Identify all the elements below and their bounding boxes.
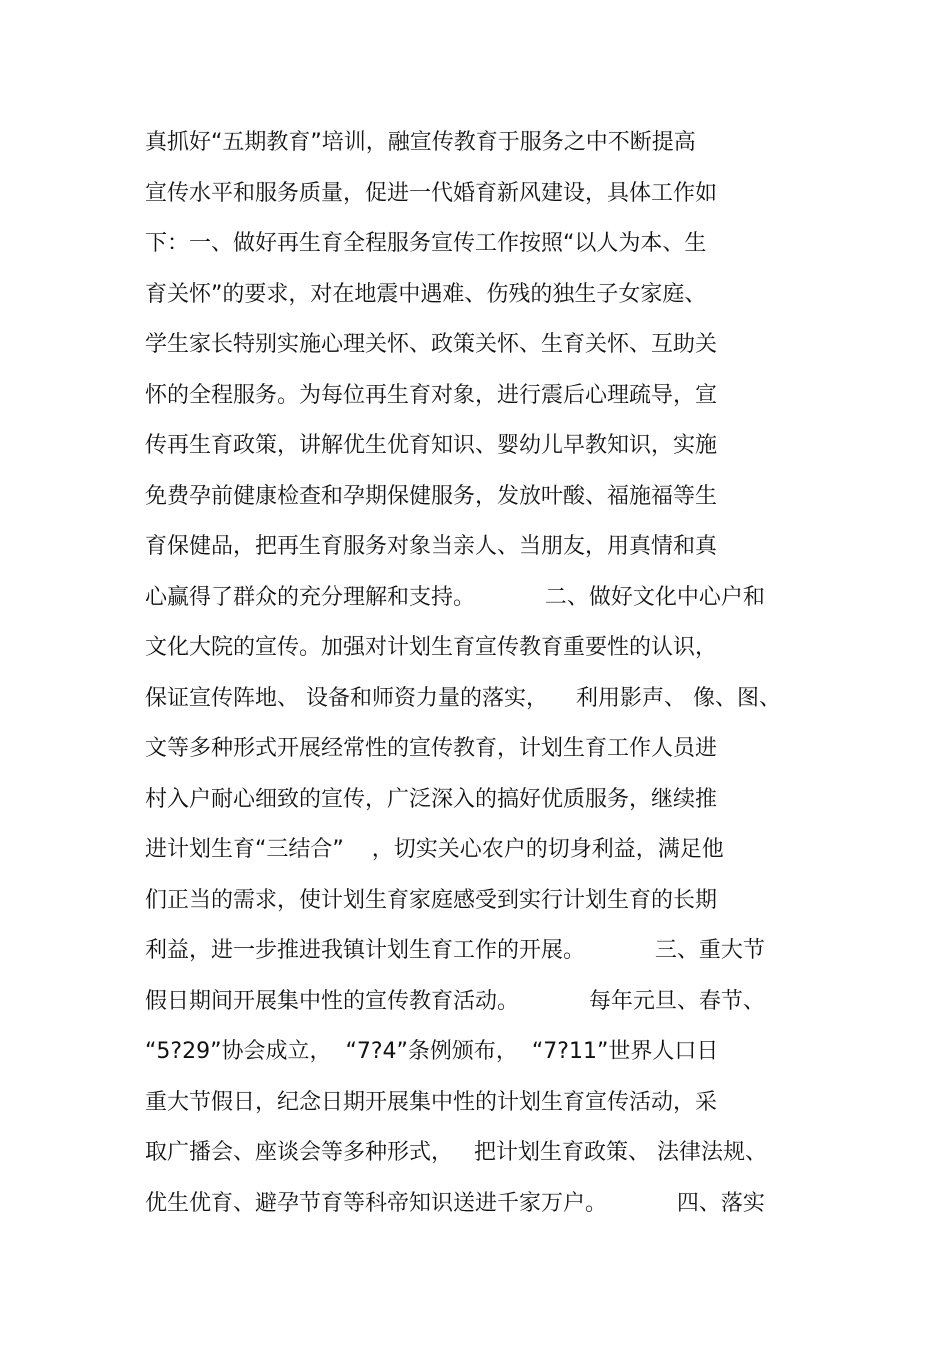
body-text [145, 118, 845, 1229]
text-line: 假日期间开展集中性的宣传教育活动。 每年元旦、春节、 [145, 988, 765, 1014]
text-line: 心赢得了群众的充分理解和支持。 二、做好文化中心户和 [145, 584, 765, 610]
text-line: 利益，进一步推进我镇计划生育工作的开展。 三、重大节 [145, 938, 765, 963]
text-line: 们正当的需求，使计划生育家庭感受到实行计划生育的长期 [145, 887, 718, 913]
text-line: 育关怀”的要求，对在地震中遇难、伤残的独生子女家庭、 [145, 281, 707, 307]
text-line: 保证宣传阵地、 设备和师资力量的落实， 利用影声、 像、图、 [145, 685, 781, 711]
text-line: “5?29”协会成立， “7?4”条例颁布， “7?11”世界人口日 [145, 1039, 719, 1064]
text-line: 传再生育政策，讲解优生优育知识、婴幼儿早教知识，实施 [145, 433, 718, 458]
text-line: 文等多种形式开展经常性的宣传教育，计划生育工作人员进 [145, 736, 718, 761]
text-line: 进计划生育“三结合” ，切实关心农户的切身利益，满足他 [145, 837, 724, 862]
text-line: 真抓好“五期教育”培训，融宣传教育于服务之中不断提高 [145, 130, 696, 155]
text-line: 村入户耐心细致的宣传，广泛深入的搞好优质服务，继续推 [145, 786, 718, 812]
text-line: 优生优育、避孕节育等科帝知识送进千家万户。 四、落实 [145, 1190, 765, 1216]
text-line: 怀的全程服务。为每位再生育对象，进行震后心理疏导，宣 [145, 382, 718, 408]
text-line: 学生家长特别实施心理关怀、政策关怀、生育关怀、互助关 [145, 332, 718, 357]
text-line: 免费孕前健康检查和孕期保健服务，发放叶酸、福施福等生 [145, 483, 718, 509]
text-line: 育保健品，把再生育服务对象当亲人、当朋友，用真情和真 [145, 534, 718, 559]
text-line: 下：一、做好再生育全程服务宣传工作按照“以人为本、生 [145, 231, 707, 256]
text-line: 宣传水平和服务质量，促进一代婚育新风建设，具体工作如 [145, 180, 718, 206]
text-line: 文化大院的宣传。加强对计划生育宣传教育重要性的认识， [145, 635, 718, 660]
text-line: 取广播会、座谈会等多种形式， 把计划生育政策、 法律法规、 [145, 1140, 767, 1165]
text-line: 重大节假日，纪念日期开展集中性的计划生育宣传活动，采 [145, 1089, 718, 1115]
